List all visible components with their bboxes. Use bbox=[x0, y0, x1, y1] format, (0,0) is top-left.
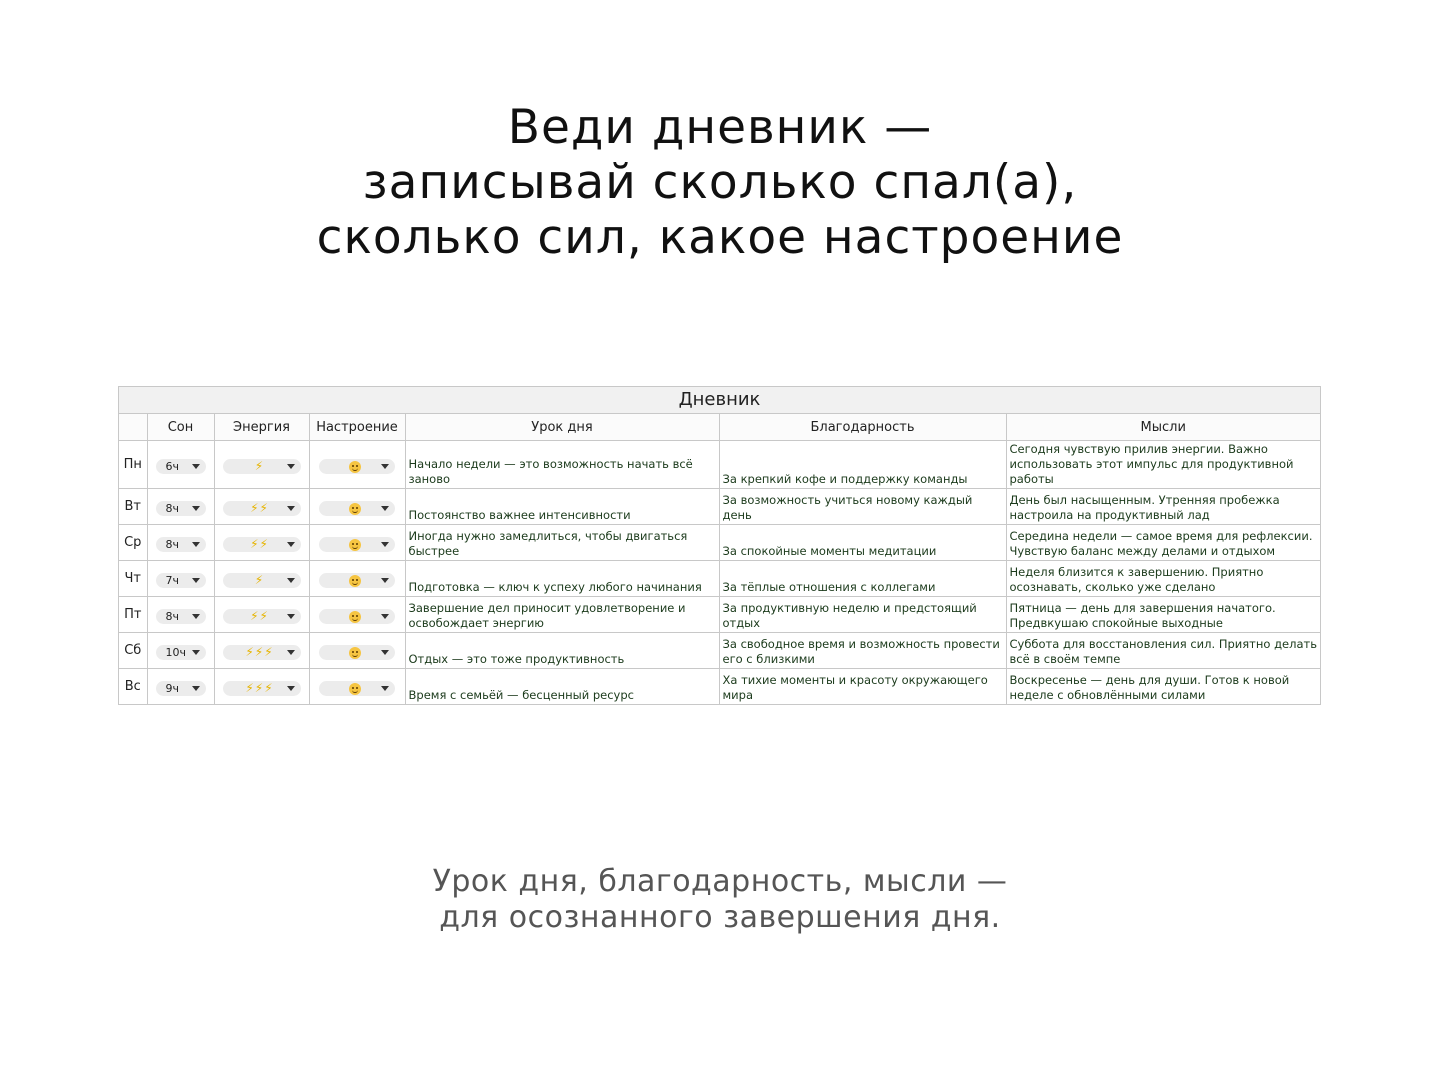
headline bbox=[0, 100, 1440, 265]
header-day bbox=[119, 414, 147, 441]
energy-dropdown[interactable] bbox=[223, 459, 301, 474]
gratitude-cell[interactable]: Ха тихие моменты и красоту окружающего мира bbox=[719, 669, 1006, 705]
energy-dropdown[interactable] bbox=[223, 681, 301, 696]
chevron-down-icon bbox=[287, 650, 295, 655]
mood-cell bbox=[309, 597, 405, 633]
gratitude-cell[interactable]: За крепкий кофе и поддержку команды bbox=[719, 441, 1006, 489]
gratitude-cell[interactable]: За возможность учиться новому каждый день bbox=[719, 489, 1006, 525]
slightly-smiling-face-icon bbox=[349, 611, 361, 623]
chevron-down-icon bbox=[381, 506, 389, 511]
headline-line-1: Веди дневник — bbox=[507, 100, 933, 155]
slightly-smiling-face-icon bbox=[349, 683, 361, 695]
energy-cell bbox=[214, 561, 309, 597]
mood-dropdown[interactable] bbox=[319, 645, 395, 660]
thoughts-cell[interactable]: Сегодня чувствую прилив энергии. Важно использовать этот импульс для продуктивной работы bbox=[1006, 441, 1320, 489]
mood-dropdown[interactable] bbox=[319, 573, 395, 588]
energy-cell bbox=[214, 633, 309, 669]
lesson-cell[interactable]: Иногда нужно замедлиться, чтобы двигаться быстрее bbox=[405, 525, 719, 561]
energy-dropdown[interactable] bbox=[223, 501, 301, 516]
lesson-cell[interactable]: Завершение дел приносит удовлетворение и освобождает энергию bbox=[405, 597, 719, 633]
sleep-dropdown[interactable] bbox=[156, 501, 206, 516]
sleep-dropdown[interactable] bbox=[156, 681, 206, 696]
sleep-dropdown[interactable] bbox=[156, 459, 206, 474]
mood-dropdown[interactable] bbox=[319, 609, 395, 624]
sheet-title: Дневник bbox=[119, 387, 1320, 414]
mood-cell bbox=[309, 489, 405, 525]
lightning-icon: ⚡⚡ bbox=[250, 609, 269, 623]
diary-table bbox=[119, 414, 1320, 704]
gratitude-cell[interactable]: За продуктивную неделю и предстоящий отдых bbox=[719, 597, 1006, 633]
header-lesson: Урок дня bbox=[405, 414, 719, 441]
mood-dropdown[interactable] bbox=[319, 501, 395, 516]
slightly-smiling-face-icon bbox=[349, 647, 361, 659]
energy-dropdown[interactable] bbox=[223, 573, 301, 588]
header-mood: Настроение bbox=[309, 414, 405, 441]
sleep-cell bbox=[147, 489, 214, 525]
sleep-value: 7ч bbox=[165, 574, 179, 587]
sleep-cell bbox=[147, 441, 214, 489]
day-cell: Вт bbox=[119, 489, 147, 525]
chevron-down-icon bbox=[287, 686, 295, 691]
gratitude-cell[interactable]: За свободное время и возможность провести его с близкими bbox=[719, 633, 1006, 669]
thoughts-cell[interactable]: Неделя близится к завершению. Приятно осознавать, сколько уже сделано bbox=[1006, 561, 1320, 597]
table-row bbox=[119, 669, 1320, 705]
energy-cell bbox=[214, 525, 309, 561]
slightly-smiling-face-icon bbox=[349, 503, 361, 515]
header-thoughts: Мысли bbox=[1006, 414, 1320, 441]
mood-dropdown[interactable] bbox=[319, 537, 395, 552]
table-row bbox=[119, 597, 1320, 633]
headline-line-3: сколько сил, какое настроение bbox=[316, 210, 1124, 265]
chevron-down-icon bbox=[381, 614, 389, 619]
subline bbox=[0, 864, 1440, 936]
chevron-down-icon bbox=[287, 506, 295, 511]
lightning-icon: ⚡⚡ bbox=[250, 537, 269, 551]
sleep-value: 9ч bbox=[165, 682, 179, 695]
sleep-cell bbox=[147, 525, 214, 561]
mood-dropdown[interactable] bbox=[319, 681, 395, 696]
mood-cell bbox=[309, 441, 405, 489]
lesson-cell[interactable]: Начало недели — это возможность начать всё заново bbox=[405, 441, 719, 489]
lightning-icon: ⚡ bbox=[254, 573, 265, 587]
thoughts-cell[interactable]: День был насыщенным. Утренняя пробежка настроила на продуктивный лад bbox=[1006, 489, 1320, 525]
energy-cell bbox=[214, 597, 309, 633]
chevron-down-icon bbox=[287, 614, 295, 619]
chevron-down-icon bbox=[381, 686, 389, 691]
slightly-smiling-face-icon bbox=[349, 575, 361, 587]
header-sleep: Сон bbox=[147, 414, 214, 441]
chevron-down-icon bbox=[381, 650, 389, 655]
subline-line-2: для осознанного завершения дня. bbox=[439, 900, 1001, 935]
thoughts-cell[interactable]: Суббота для восстановления сил. Приятно делать всё в своём темпе bbox=[1006, 633, 1320, 669]
thoughts-cell[interactable]: Пятница — день для завершения начатого. Предвкушаю спокойные выходные bbox=[1006, 597, 1320, 633]
table-row bbox=[119, 561, 1320, 597]
lesson-cell[interactable]: Отдых — это тоже продуктивность bbox=[405, 633, 719, 669]
energy-cell bbox=[214, 669, 309, 705]
chevron-down-icon bbox=[381, 542, 389, 547]
header-row bbox=[119, 414, 1320, 441]
chevron-down-icon bbox=[192, 650, 200, 655]
subline-line-1: Урок дня, благодарность, мысли — bbox=[432, 864, 1008, 899]
chevron-down-icon bbox=[287, 542, 295, 547]
sleep-value: 6ч bbox=[165, 460, 179, 473]
header-gratitude: Благодарность bbox=[719, 414, 1006, 441]
header-energy: Энергия bbox=[214, 414, 309, 441]
mood-dropdown[interactable] bbox=[319, 459, 395, 474]
sleep-cell bbox=[147, 597, 214, 633]
energy-dropdown[interactable] bbox=[223, 537, 301, 552]
headline-line-2: записывай сколько спал(а), bbox=[362, 155, 1078, 210]
sleep-value: 8ч bbox=[165, 610, 179, 623]
sleep-cell bbox=[147, 561, 214, 597]
gratitude-cell[interactable]: За тёплые отношения с коллегами bbox=[719, 561, 1006, 597]
energy-cell bbox=[214, 489, 309, 525]
mood-cell bbox=[309, 525, 405, 561]
mood-cell bbox=[309, 633, 405, 669]
chevron-down-icon bbox=[192, 464, 200, 469]
mood-cell bbox=[309, 561, 405, 597]
chevron-down-icon bbox=[381, 578, 389, 583]
day-cell: Чт bbox=[119, 561, 147, 597]
slightly-smiling-face-icon bbox=[349, 461, 361, 473]
sleep-dropdown[interactable] bbox=[156, 609, 206, 624]
chevron-down-icon bbox=[287, 464, 295, 469]
sleep-dropdown[interactable] bbox=[156, 537, 206, 552]
energy-cell bbox=[214, 441, 309, 489]
chevron-down-icon bbox=[192, 686, 200, 691]
slightly-smiling-face-icon bbox=[349, 539, 361, 551]
thoughts-cell[interactable]: Середина недели — самое время для рефлексии. Чувствую баланс между делами и отдыхом bbox=[1006, 525, 1320, 561]
day-cell: Ср bbox=[119, 525, 147, 561]
lightning-icon: ⚡⚡ bbox=[250, 501, 269, 515]
chevron-down-icon bbox=[192, 542, 200, 547]
lesson-cell[interactable]: Подготовка — ключ к успеху любого начинания bbox=[405, 561, 719, 597]
gratitude-cell[interactable]: За спокойные моменты медитации bbox=[719, 525, 1006, 561]
table-row bbox=[119, 525, 1320, 561]
sleep-value: 10ч bbox=[165, 646, 186, 659]
chevron-down-icon bbox=[381, 464, 389, 469]
chevron-down-icon bbox=[192, 578, 200, 583]
sleep-cell bbox=[147, 633, 214, 669]
thoughts-cell[interactable]: Воскресенье — день для души. Готов к новой неделе с обновлёнными силами bbox=[1006, 669, 1320, 705]
diary-spreadsheet bbox=[118, 386, 1321, 705]
lesson-cell[interactable]: Время с семьёй — бесценный ресурс bbox=[405, 669, 719, 705]
table-row bbox=[119, 633, 1320, 669]
day-cell: Вс bbox=[119, 669, 147, 705]
chevron-down-icon bbox=[192, 506, 200, 511]
sleep-dropdown[interactable] bbox=[156, 645, 206, 660]
chevron-down-icon bbox=[287, 578, 295, 583]
lightning-icon: ⚡⚡⚡ bbox=[245, 681, 274, 695]
energy-dropdown[interactable] bbox=[223, 645, 301, 660]
day-cell: Пн bbox=[119, 441, 147, 489]
day-cell: Пт bbox=[119, 597, 147, 633]
sleep-value: 8ч bbox=[165, 538, 179, 551]
sleep-cell bbox=[147, 669, 214, 705]
energy-dropdown[interactable] bbox=[223, 609, 301, 624]
chevron-down-icon bbox=[192, 614, 200, 619]
day-cell: Сб bbox=[119, 633, 147, 669]
lesson-cell[interactable]: Постоянство важнее интенсивности bbox=[405, 489, 719, 525]
table-row bbox=[119, 489, 1320, 525]
lightning-icon: ⚡⚡⚡ bbox=[245, 645, 274, 659]
lightning-icon: ⚡ bbox=[254, 459, 265, 473]
table-row bbox=[119, 441, 1320, 489]
sleep-value: 8ч bbox=[165, 502, 179, 515]
mood-cell bbox=[309, 669, 405, 705]
sleep-dropdown[interactable] bbox=[156, 573, 206, 588]
